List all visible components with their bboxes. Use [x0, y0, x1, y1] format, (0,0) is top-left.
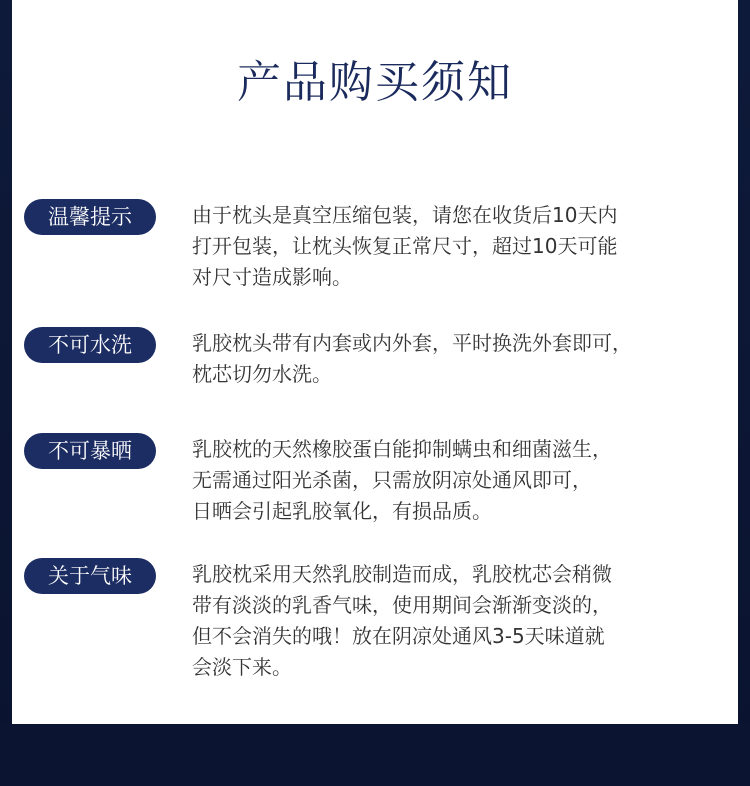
notice-card — [12, 0, 738, 724]
odor-text: 乳胶枕采用天然乳胶制造而成，乳胶枕芯会稍微 带有淡淡的乳香气味，使用期间会渐渐变淡的， 但不会消失的哦！放在阴凉处通风3-5天味道就 会淡下来。 — [192, 562, 612, 679]
odor-badge: 关于气味 — [24, 558, 156, 594]
warm-tip-text: 由于枕头是真空压缩包装，请您在收货后10天内 打开包装，让枕头恢复正常尺寸，超过10天可能 对尺寸造成影响。 — [192, 203, 618, 289]
no-sun-badge: 不可暴晒 — [24, 433, 156, 469]
no-wash-text: 乳胶枕头带有内套或内外套，平时换洗外套即可， 枕芯切勿水洗。 — [192, 331, 632, 386]
no-wash-badge: 不可水洗 — [24, 327, 156, 363]
warm-tip-badge: 温馨提示 — [24, 199, 156, 235]
page-title: 产品购买须知 — [237, 57, 513, 108]
no-sun-text: 乳胶枕的天然橡胶蛋白能抑制螨虫和细菌滋生， 无需通过阳光杀菌，只需放阴凉处通风即可， 日晒会引起乳胶氧化，有损品质。 — [192, 437, 612, 523]
bottom-band — [0, 724, 750, 786]
